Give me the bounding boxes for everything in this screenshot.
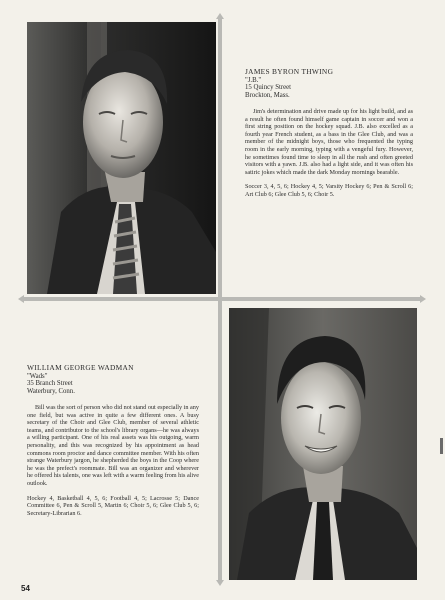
divider-vertical-bottom [218,302,222,582]
student-activities: Soccer 3, 4, 5, 6; Hockey 4, 5; Varsity Hockey 6; Pen & Scroll 6; Art Club 6; Glee Club 5, 6; Choir 5. [245,183,413,198]
student-name: JAMES BYRON THWING [245,67,334,76]
divider-arrow-right [420,295,426,303]
divider-vertical-top [218,18,222,302]
page-number: 54 [21,584,30,593]
divider-horizontal [22,297,422,301]
student-street: 15 Quincy Street [245,84,292,92]
student-city: Brockton, Mass. [245,92,290,100]
student-street: 35 Branch Street [27,380,73,388]
divider-arrow-left [18,295,24,303]
student-biography: Jim's determination and drive made up for his light build, and as a result he often found himself game captain in soccer and won a first string position on the hockey squad. J.B. also excelled as a fourth year French student, as a bass in the Glee Club, and was a member of the midnight boys, those who frequented the typing room in the early morning, typing with a vengeful fury. However, he sometimes found time to sleep in all the rush and often greeted visitors with a yawn. J.B. also had a light side, and it was often his satiric jokes which made the dark Monday mornings bearable. [245,107,413,176]
page-edge-mark [440,438,443,454]
student-city: Waterbury, Conn. [27,388,75,396]
portrait-photo-wadman [229,308,417,580]
portrait-photo-thwing [27,22,216,294]
senior-entry-wadman [27,364,199,517]
student-nickname: "Wads" [27,372,48,380]
senior-entry-thwing [245,68,413,199]
student-name: WILLIAM GEORGE WADMAN [27,363,134,372]
student-biography: Bill was the sort of person who did not stand out especially in any one field, but was active in quite a few different ones. A busy secretary of the Choir and Glee Club, member of several athletic teams, and contributor to the school's library organs—he was always a willing participant. One of his real assets was his outgoing, warm personality, and this was recognized by his appointment as head commons room proctor and dance committee member. With his often strange Waterbury jargon, he shepherded the boys in the Coop where he was the prefect's roommate. Bill was an organizer and wherever he offered his talents, one was left with a warm feeling from his alive outlook. [27,403,199,487]
student-activities: Hockey 4, Basketball 4, 5, 6; Football 4, 5; Lacrosse 5; Dance Committee 6, Pen & Scroll 5, Martin 6; Choir 5, 6; Glee Club 5, 6; Secretary-Librarian 6. [27,494,199,517]
student-nickname: "J.B." [245,76,262,84]
divider-arrow-bottom [216,580,224,586]
divider-arrow-top [216,13,224,19]
